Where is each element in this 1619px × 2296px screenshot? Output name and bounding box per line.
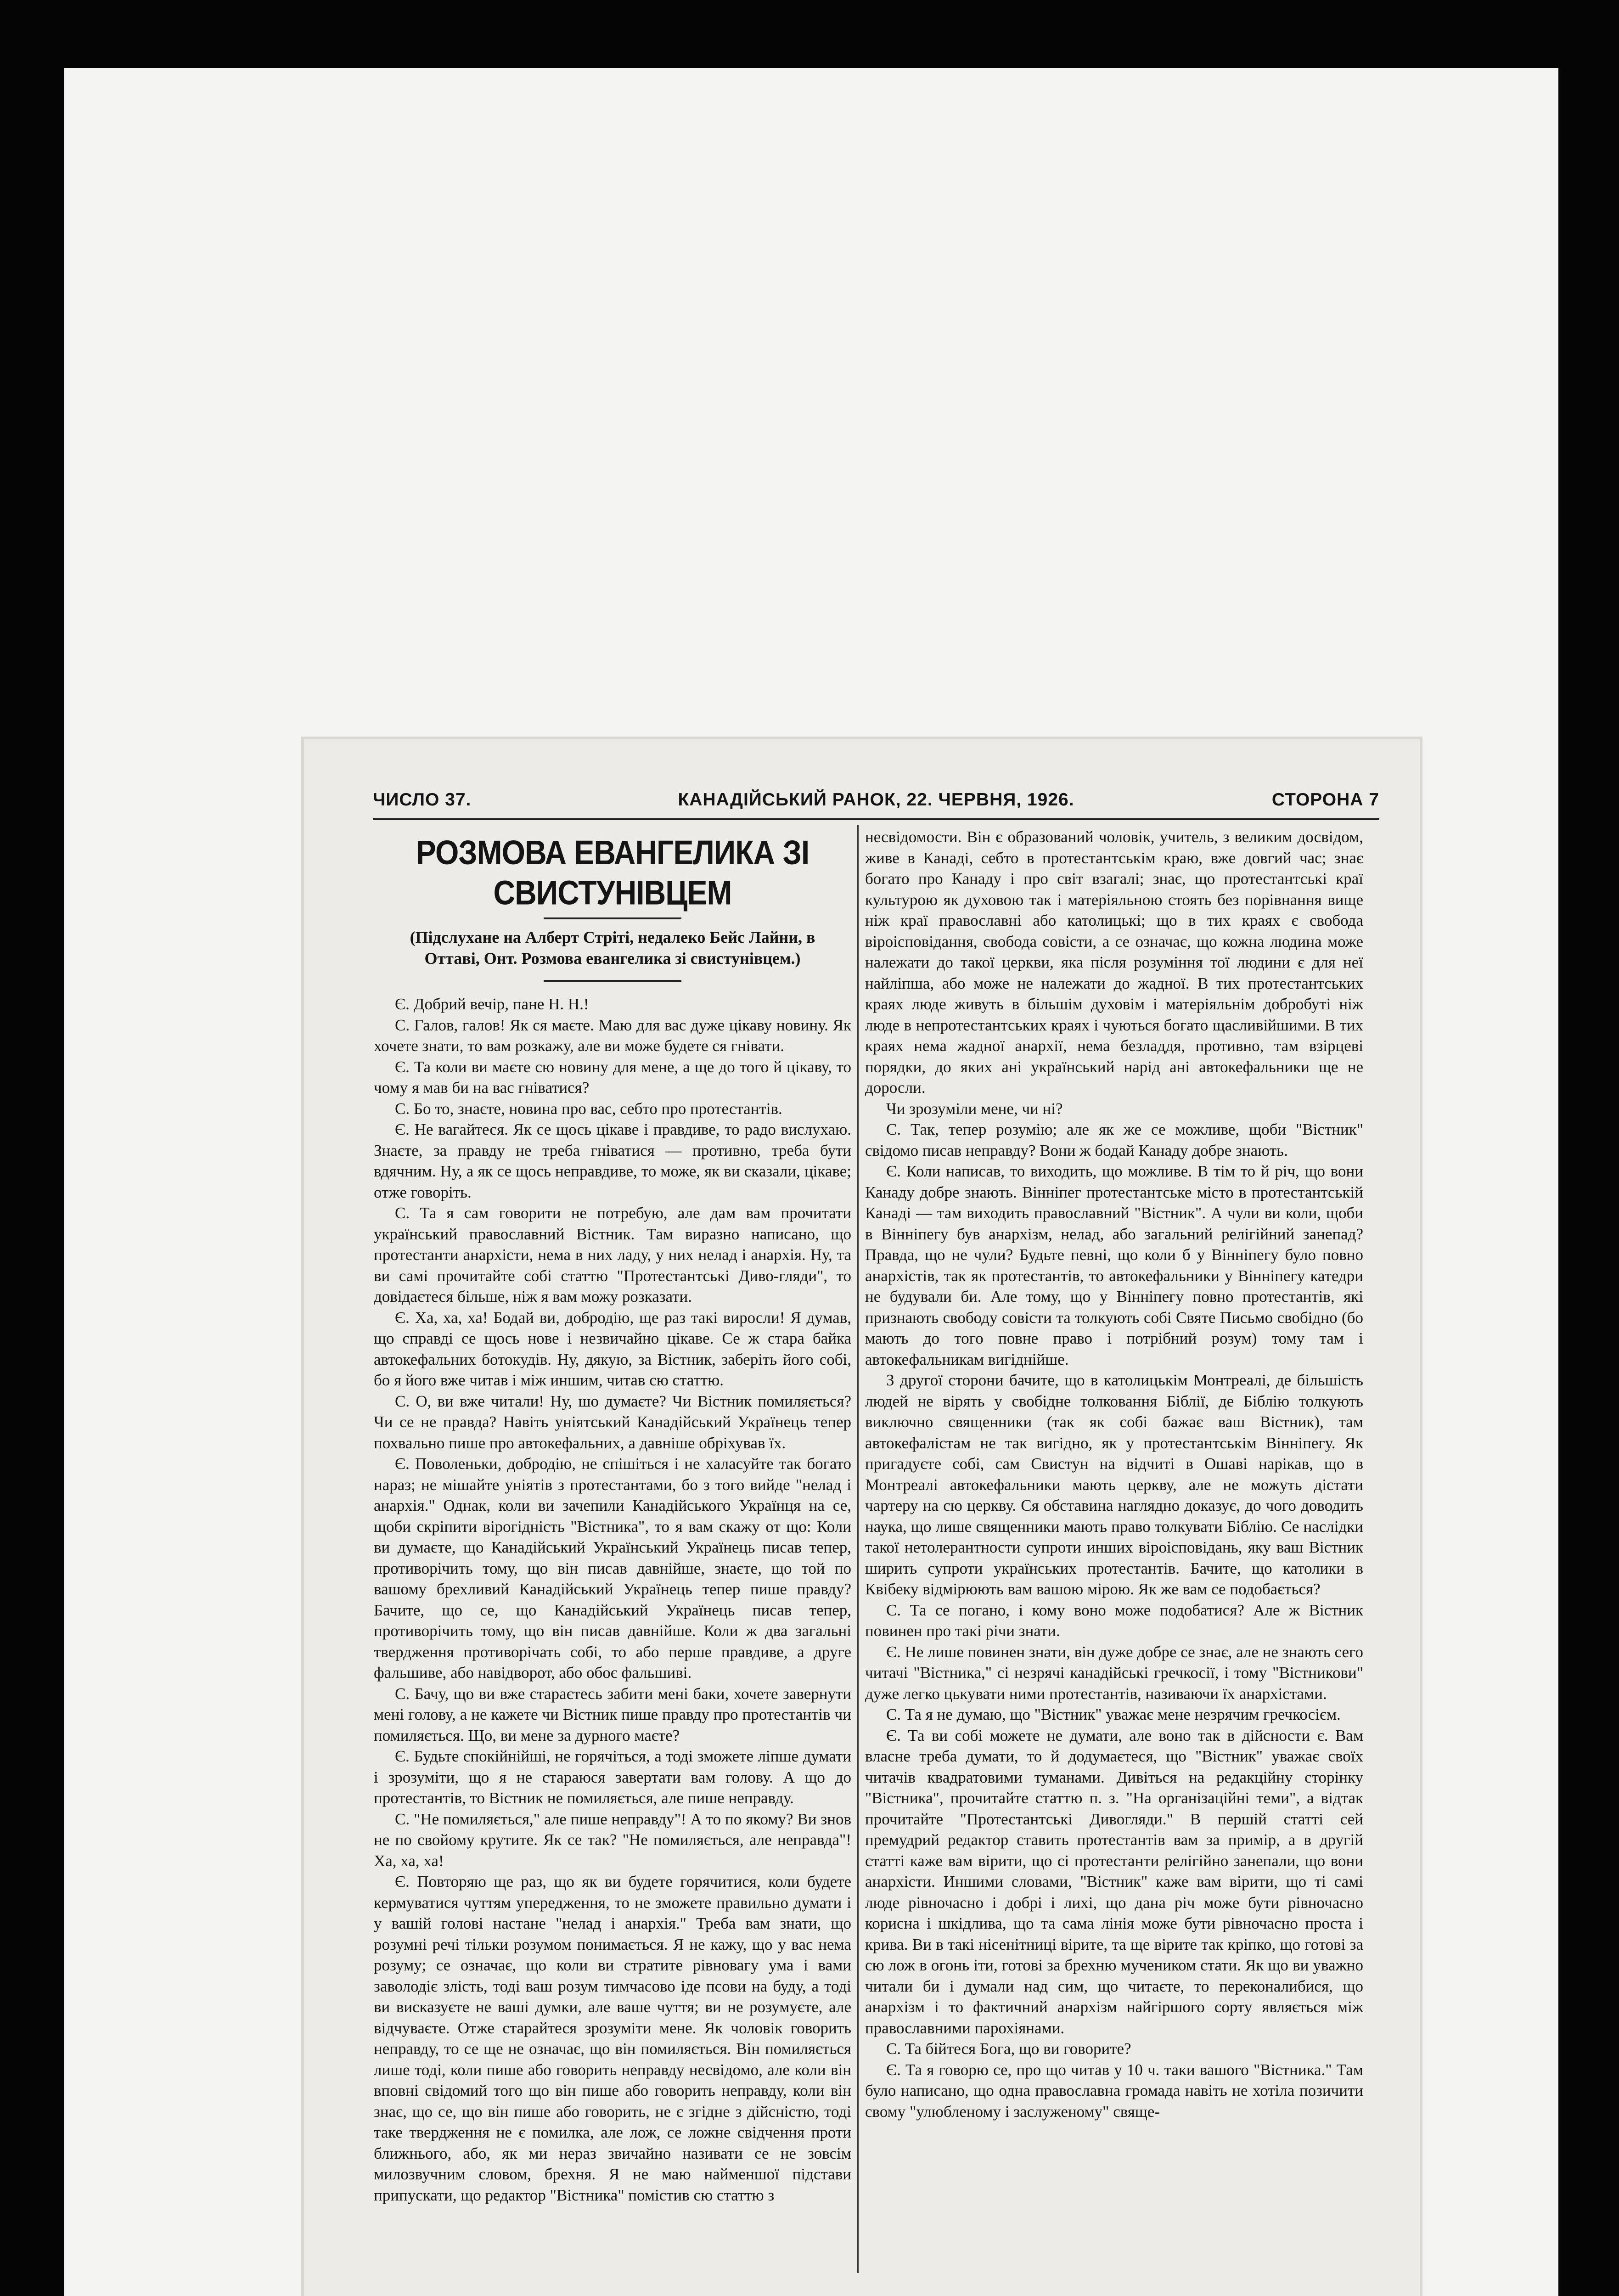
article-title: РОЗМОВА ЕВАНГЕЛИКА ЗІ СВИСТУНІВЦЕМ	[416, 833, 810, 912]
microfilm-frame	[64, 68, 1558, 2296]
paragraph: Чи зрозуміли мене, чи ні?	[886, 1099, 1063, 1118]
paragraph: Є. Повторяю ще раз, що як ви будете горячитися, коли будете кермуватися чуттям упередження, то не зможете правильно думати і у вашій голові настане "нелад і анархія." Треба вам знати, що розумні речі тільки розумом понимається. Я не кажу, що у вас нема розуму; се означає, що коли ви стратите рівновагу ума і вами заволодіє злість, тоді ваш розум тимчасово іде псови на буду, а тоді ви висказуєте не ваші думки, але ваше чуття; ви не розумуєте, але відчуваєте. Отже старайтеся зрозуміти мене. Як чоловік говорить неправду, то се ще не означає, що він помиляється. Він помиляється лише тоді, коли пише або говорить неправду несвідомо, але коли він вповні свідомий того що він пише або говорить неправду, коли він знає, що се, що він пише або говорить, не є згідне з дійсністю, тоді таке твердження не є помилка, але лож, се ложне свідчення проти ближнього, або, як ми нераз звичайно називати се не зовсім милозвучним словом, брехня. Я не маю найменшої підстави припускати, що редактор "Вістника" помістив сю статтю з	[374, 1873, 851, 2204]
paragraph: С. Бо то, знаєте, новина про вас, себто про протестантів.	[395, 1099, 782, 1118]
left-column-body	[374, 994, 851, 2206]
page-number: СТОРОНА 7	[1271, 790, 1379, 810]
paragraph: С. О, ви вже читали! Ну, шо думаєте? Чи Вістник помиляється? Чи се не правда? Навіть уніятський Канадійський Українець тепер похвально пише про автокефальних, а давніше обріхував їх.	[374, 1392, 851, 1452]
paragraph: Є. Добрий вечір, пане Н. Н.!	[395, 995, 589, 1013]
title-rule	[544, 917, 681, 919]
paragraph: С. Та я не думаю, що "Вістник" уважає мене незрячим гречкосієм.	[886, 1705, 1341, 1723]
paragraph: С. Та я сам говорити не потребую, але дам вам прочитати український православний Вістник. Там виразно написано, що протестанти анархісти, нема в них ладу, у них нелад і анархія. Ну, та ви самі прочитайте собі статтю "Протестантські Диво-гляди", то довідаєтеся більше, ніж я вам можу розказати.	[374, 1204, 851, 1306]
paragraph: С. Та бійтеся Бога, що ви говорите?	[886, 2040, 1131, 2058]
paragraph: С. Та се погано, і кому воно може подобатися? Але ж Вістник повинен про такі річи знати.	[865, 1601, 1363, 1640]
masthead-date: КАНАДІЙСЬКИЙ РАНОК, 22. ЧЕРВНЯ, 1926.	[678, 790, 1074, 810]
issue-number: ЧИСЛО 37.	[373, 790, 472, 810]
paragraph: несвідомости. Він є образований чоловік, учитель, з великим досвідом, живе в Канаді, себто в протестантськім краю, вже довгий час; знає богато про Канаду і про світ взагалі; знає, що протестантські краї культурою як духовою так і матеріяльною стоять без порівнання вище ніж краї православні або католицькі; що в тих краях є свобода віроісповідання, свобода совісти, а се означає, що кожна людина може належати до такої церкви, яка після розуміння тої людини є для неї найліпша, або може не належати до жадної. В тих протестантських краях люде живуть в більшім духовім і матеріяльнім добробуті ніж люде в непротестантських краях і чуються богато щасливійшими. В тих краях нема жадної анархії, нема безладдя, противно, там взірцеві порядки, до яких ані український нарід ані автокефальники ще не доросли.	[865, 828, 1363, 1097]
paragraph: С. Бачу, що ви вже стараєтесь забити мені баки, хочете завернути мені голову, а не кажете чи Вістник пише правду про протестантів чи помиляється. Що, ви мене за дурного маєте?	[374, 1684, 851, 1745]
newspaper-page	[304, 739, 1420, 2296]
paragraph: З другої сторони бачите, що в католицькім Монтреалі, де більшість людей не вірять у свобідне толковання Біблії, де Біблію толкують виключно священники (так як собі бажає ваш Вістник), там автокефалістам не так вигідно, як у протестантськім Вінніпегу. Як пригадуєте собі, сам Свистун на відчиті в Ошаві нарікав, що в Монтреалі автокефальники мають церкву, але не можуть дістати чартеру на сю церкву. Ся обставина наглядно доказує, до чого доводить наука, що лише священники мають право толкувати Біблію. Се наслідки такої нетолерантности супроти инших віроісповідань, яку ваш Вістник ширить супроти українських протестантів. Бачите, що католики в Квібеку відмірюють вам вашою мірою. Як же вам се подобається?	[865, 1371, 1363, 1598]
paragraph: Є. Та ви собі можете не думати, але воно так в дійсности є. Вам власне треба думати, то й додумаєтеся, що "Вістник" уважає своїх читачів квадратовими туманами. Дивіться на редакційну сторінку "Вістника", прочитайте статтю п. з. "На організаційні теми", а відтак прочитайте "Протестантські Дивогляди." В першій статті сей премудрий редактор ставить протестантів вам за примір, а в другій статті каже вам вірити, що сі протестанти релігійно занепали, що вони анархісти. Иншими словами, "Вістник" каже вам вірити, що ті самі люде рівночасно і добрі і лихі, що дана річ може бути рівночасно корисна і шкідлива, що та сама лінія може бути рівночасно проста і крива. Ви в такі нісенітниці вірите, та ще вірите так кріпко, що готові за сю лож в огонь іти, готові за брехню мучеником стати. Як що ви уважно читали би і думали над сим, що читаєте, то переконалибися, що анархізм і то фактичний анархізм найгіршого сорту являється між православними парохіянами.	[865, 1726, 1363, 2037]
right-column-body	[865, 827, 1363, 2122]
paragraph: С. "Не помиляється," але пише неправду"! А то по якому? Ви знов не по свойому крутите. Як се так? "Не помиляється, але неправда"! Ха, ха, ха!	[374, 1810, 851, 1870]
paragraph: С. Галов, галов! Як ся маєте. Маю для вас дуже цікаву новину. Як хочете знати, то вам розкажу, але ви може будете ся гнівати.	[374, 1016, 851, 1055]
paragraph: Є. Коли написав, то виходить, що можливе. В тім то й річ, що вони Канаду добре знають. Вінніпег протестантське місто в протестантській Канаді — там виходить православний "Вістник". А чули ви коли, щоби в Вінніпегу був анархізм, нелад, або загальний релігійний занепад? Правда, що не чули? Будьте певні, що коли б у Вінніпегу було повно анархістів, так як протестантів, то автокефальники у Вінніпегу катедри не будували би. Але тому, що у Вінніпегу повно протестантів, які признають свободу совісти та толкують собі Святе Письмо свобідно (бо мають до того повне право і потрібний розум) тому там і автокефальникам вигіднійше.	[865, 1162, 1363, 1368]
column-divider	[857, 825, 859, 2273]
paragraph: С. Так, тепер розумію; але як же се можливе, щоби "Вістник" свідомо писав неправду? Вони ж бодай Канаду добре знають.	[865, 1120, 1363, 1159]
paragraph: Є. Не вагайтеся. Як се щось цікаве і правдиве, то радо вислухаю. Знаєте, за правду не треба гніватися — противно, треба бути вдячним. Ну, а як се щось неправдиве, то може, як ви сказали, цікаве; отже говоріть.	[374, 1120, 851, 1201]
paragraph: Є. Та я говорю се, про що читав у 10 ч. таки вашого "Вістника." Там було написано, що одна православна громада навіть не хотіла позичити свому "улюбленому і заслуженому" свяще-	[865, 2060, 1363, 2121]
paragraph: Є. Ха, ха, ха! Бодай ви, добродію, ще раз такі виросли! Я думав, що справді се щось нове і незвичайно цікаве. Се ж стара байка автокефальних ботокудів. Ну, дякую, за Вістник, заберіть його собі, бо я його вже читав і між иншим, читав сю статтю.	[374, 1308, 851, 1389]
running-head	[373, 790, 1379, 820]
right-column	[865, 827, 1363, 2278]
paragraph: Є. Та коли ви маєте сю новину для мене, а ще до того й цікаву, то чому я мав би на вас гніватися?	[374, 1058, 851, 1097]
paragraph: Є. Поволеньки, добродію, не спішіться і не халасуйте так богато нараз; не мішайте уніятів з протестантами, бо з того вийде "нелад і анархія." Однак, коли ви зачепили Канадійського Українця на се, щоби скріпити вірогідність "Вістника", то я вам скажу от що: Коли ви думаєте, що Канадійський Український Українець писав тепер, противорічить тому, що він писав давнійше, знаєте, що той по вашому брехливий Канадійський Українець тепер пише правду? Бачите, що се, що Канадійський Українець писав тепер, противорічить тому, що він писав давнійше. Коли ж два загальні твердження противорічать собі, то або перше правдиве, а друге фальшиве, або навідворот, або обоє фальшиві.	[374, 1455, 851, 1682]
paragraph: Є. Не лише повинен знати, він дуже добре се знає, але не знають сего читачі "Вістника," сі незрячі канадійські гречкосії, і тому "Вістникови" дуже легко цькувати ними протестантів, називаючи їх анархістами.	[865, 1643, 1363, 1703]
left-column	[374, 827, 851, 2278]
subtitle-rule	[544, 980, 681, 982]
article-subtitle: (Підслухане на Алберт Стріті, недалеко Бейс Лайни, в Оттаві, Онт. Розмова евангелика зі свистунівцем.)	[410, 928, 815, 968]
paragraph: Є. Будьте спокійнійші, не горячіться, а тоді зможете ліпше думати і зрозуміти, що я не стараюся завертати вам голову. А що до протестантів, то Вістник не помиляється, але пише неправду.	[374, 1747, 851, 1807]
